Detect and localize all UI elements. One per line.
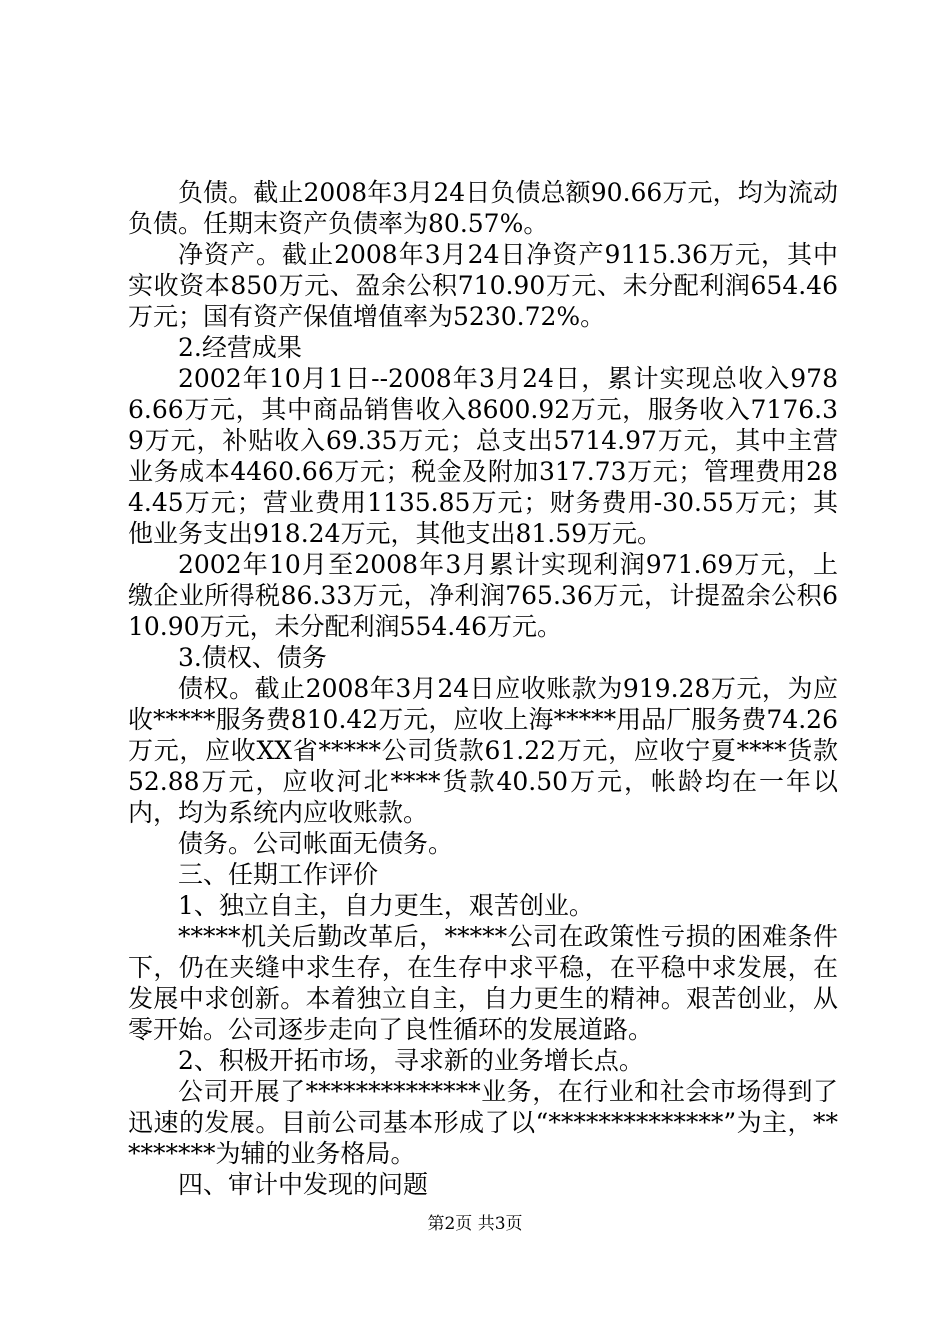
paragraph-revenue: 2002年10月1日--2008年3月24日，累计实现总收入9786.66万元，其中商品销售收入8600.92万元，服务收入7176.39万元，补贴收入69.35万元；总支出5714.97万元，其中主营业务成本4460.66万元；税金及附加317.73万元；管理费用284.45万元；营业费用1135.85万元；财务费用-30.55万元；其他业务支出918.24万元，其他支出81.59万元。 xyxy=(128,364,838,548)
paragraph-debts: 债务。公司帐面无债务。 xyxy=(178,829,454,858)
page-footer: 第2页 共3页 xyxy=(427,1214,523,1234)
heading-tenure-evaluation: 三、任期工作评价 xyxy=(178,860,379,889)
paragraph-claims: 债权。截止2008年3月24日应收账款为919.28万元，为应收*****服务费810.42万元，应收上海*****用品厂服务费74.26万元，应收XX省*****公司货款61.22万元，应收宁夏****货款52.88万元，应收河北****货款40.50万元，帐龄均在一年以内，均为系统内应收账款。 xyxy=(128,674,838,827)
paragraph-net-assets: 净资产。截止2008年3月24日净资产9115.36万元，其中实收资本850万元、盈余公积710.90万元、未分配利润654.46万元；国有资产保值增值率为5230.72%。 xyxy=(128,240,838,331)
heading-audit-issues: 四、审计中发现的问题 xyxy=(178,1170,429,1199)
paragraph-market: 公司开展了**************业务，在行业和社会市场得到了迅速的发展。目前公司基本形成了以“**************”为主，*********为辅的业务格局。 xyxy=(128,1077,838,1168)
paragraph-independence: *****机关后勤改革后，*****公司在政策性亏损的困难条件下，仍在夹缝中求生存，在生存中求平稳，在平稳中求发展，在发展中求创新。本着独立自主，自力更生的精神。艰苦创业，从零开始。公司逐步走向了良性循环的发展道路。 xyxy=(128,922,838,1044)
heading-claims-debts: 3.债权、债务 xyxy=(178,643,327,672)
body-text xyxy=(128,177,838,1200)
paragraph-profit: 2002年10月至2008年3月累计实现利润971.69万元，上缴企业所得税86.33万元，净利润765.36万元，计提盈余公积610.90万元，未分配利润554.46万元。 xyxy=(128,550,838,641)
subheading-independence: 1、独立自主，自力更生，艰苦创业。 xyxy=(178,891,594,920)
subheading-market: 2、积极开拓市场，寻求新的业务增长点。 xyxy=(178,1046,644,1075)
heading-operating-results: 2.经营成果 xyxy=(178,333,302,362)
paragraph-liabilities: 负债。截止2008年3月24日负债总额90.66万元，均为流动负债。任期末资产负债率为80.57%。 xyxy=(128,178,838,238)
